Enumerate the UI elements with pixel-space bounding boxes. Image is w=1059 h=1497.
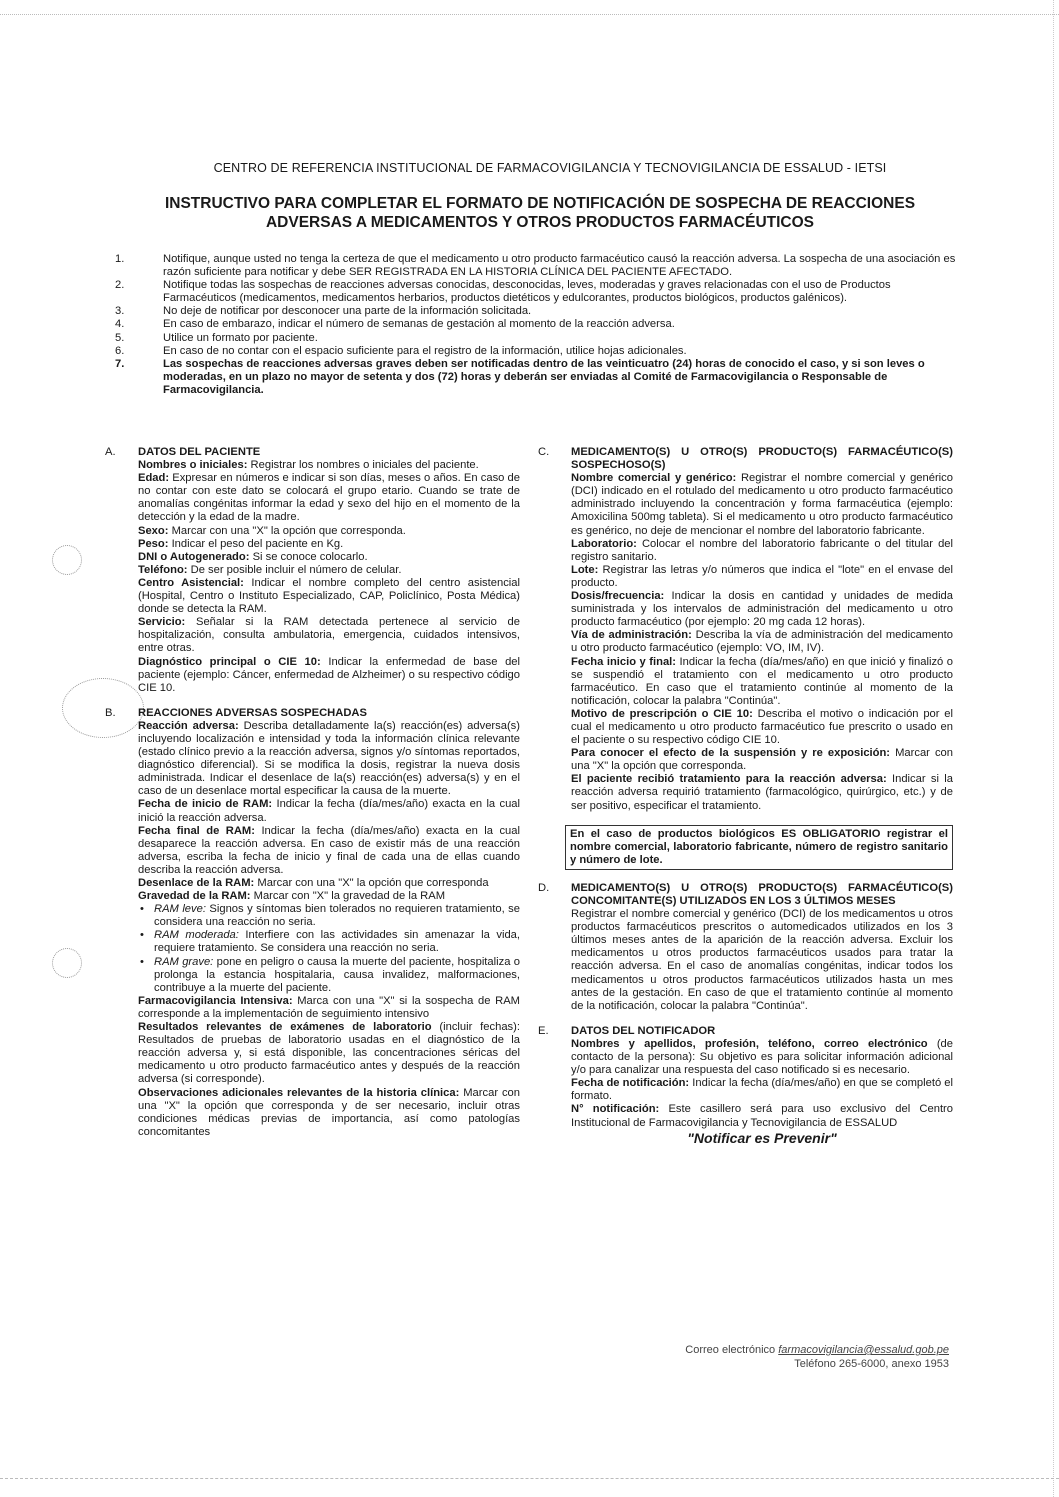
section-title: REACCIONES ADVERSAS SOSPECHADAS xyxy=(138,706,367,719)
field-label: Fecha de notificación: xyxy=(571,1077,690,1090)
field-description xyxy=(571,472,953,537)
instruction-item xyxy=(110,345,960,358)
field-text: Indicar si la reacción adversa requirió tratamiento (farmacológico, quirúrgico, etc.) y de ser positivo, especificar el tratamiento. xyxy=(571,773,953,812)
field-text: Marcar con una "X" la opción que corresponda. xyxy=(571,747,953,773)
field-label: N° notificación: xyxy=(571,1103,660,1116)
field-description xyxy=(138,459,520,472)
field-description xyxy=(138,1021,520,1086)
field-label: Vía de administración: xyxy=(571,629,692,642)
field-description xyxy=(571,708,953,747)
phone-line: Teléfono 265-6000, anexo 1953 xyxy=(794,1358,949,1370)
item-number: 1. xyxy=(115,253,125,265)
right-column xyxy=(533,446,953,1145)
field-text: De ser posible incluir el número de celular. xyxy=(187,563,402,576)
severity-label: RAM moderada: xyxy=(154,929,239,942)
section-title: DATOS DEL NOTIFICADOR xyxy=(571,1024,716,1037)
field-description xyxy=(138,472,520,524)
item-text: Las sospechas de reacciones adversas graves deben ser notificadas dentro de las veinticuatro (24) horas de conocido el caso, y si son leves o moderadas, en un plazo no mayor de setenta y dos (72) horas y deberán ser enviadas al Comité de Farmacovigilancia o Responsable de Farmacovigilancia. xyxy=(163,357,925,396)
section-title: DATOS DEL PACIENTE xyxy=(138,446,261,458)
field-label: Fecha inicio y final: xyxy=(571,655,677,668)
severity-item xyxy=(138,903,520,929)
item-number: 7. xyxy=(115,357,125,370)
field-text: (de contacto de la persona): Su objetivo es para solicitar información adicional y/o para canalizar una respuesta del caso notificado si es necesario. xyxy=(571,1037,953,1077)
stamp-mark xyxy=(52,545,82,575)
field-description xyxy=(138,656,520,695)
field-label: Fecha de inicio de RAM: xyxy=(138,798,273,811)
severity-text: Signos y síntomas bien tolerados no requieren tratamiento, se considera una reacción no seria. xyxy=(154,903,520,929)
field-text: Indicar la dosis en cantidad y unidades de medida suministrada y los intervalos de administración del medicamento u otro producto farmacéutico (por ejemplo: 20 mg cada 12 horas). xyxy=(571,590,953,629)
field-description xyxy=(571,564,953,590)
instruction-item xyxy=(110,358,960,397)
field-description xyxy=(138,538,520,551)
field-label: Centro Asistencial: xyxy=(138,576,244,589)
field-description xyxy=(138,616,520,655)
section-d xyxy=(533,882,953,1013)
field-description xyxy=(138,525,520,538)
field-label: Servicio: xyxy=(138,616,186,629)
field-label: Observaciones adicionales relevantes de la historia clínica: xyxy=(138,1086,460,1099)
field-description xyxy=(571,590,953,629)
section-letter: A. xyxy=(105,446,116,458)
field-description xyxy=(571,747,953,773)
item-text: Utilice un formato por paciente. xyxy=(163,331,318,344)
field-description xyxy=(138,995,520,1021)
field-text: Describa detalladamente la(s) reacción(es) adversa(s) incluyendo localización e intensidad y toda la información clínica relevante (estado clínico previo a la reacción adversa, signos y/o síntomas reportados, diagnóstico diferencial). Si se modifica la dosis, registrar la nueva dosis administrada. Indicar el desenlace de la(s) reacción(es) adversa(s) y en el caso de un desenlace mortal especificar la causa de la muerte. xyxy=(138,719,520,798)
severity-text: Interfiere con las actividades sin amenazar la vida, requiere tratamiento. Se considera una reacción no seria. xyxy=(154,929,520,955)
field-text: Si se conoce colocarlo. xyxy=(249,550,368,563)
severity-item xyxy=(138,956,520,995)
field-text: Marcar con "X" la gravedad de la RAM xyxy=(250,890,446,903)
field-description xyxy=(571,656,953,708)
field-description xyxy=(571,1103,953,1129)
field-label: Teléfono: xyxy=(138,563,188,576)
field-description xyxy=(138,720,520,799)
instruction-item xyxy=(110,253,960,279)
field-text: Registrar las letras y/o números que indica el "lote" en el envase del producto. xyxy=(571,563,953,589)
field-label: Lote: xyxy=(571,563,599,576)
field-label: Sexo: xyxy=(138,524,169,537)
field-label: DNI o Autogenerado: xyxy=(138,550,250,563)
field-text: Indicar la fecha (día/mes/año) en que se completó el formato. xyxy=(571,1077,953,1103)
field-description xyxy=(138,890,520,903)
item-number: 5. xyxy=(115,331,125,344)
field-text: Registrar los nombres o iniciales del paciente. xyxy=(247,459,479,472)
section-letter: C. xyxy=(538,446,550,458)
field-text: Señalar si la RAM detectada pertenece al servicio de hospitalización, consulta ambulatoria, emergencia, cuidados intensivos, entre otras. xyxy=(138,616,520,655)
field-label: Desenlace de la RAM: xyxy=(138,877,255,889)
item-number: 6. xyxy=(115,344,125,357)
field-text: Colocar el nombre del laboratorio fabricante o del titular del registro sanitario. xyxy=(571,537,953,563)
field-text: (incluir fechas): Resultados de pruebas de laboratorio usadas en el diagnóstico de la reacción adversa y, si está disponible, las concentraciones séricas del medicamento u otro producto farmacéutico antes y después de la reacción adversa (si corresponde). xyxy=(138,1021,520,1086)
item-number: 4. xyxy=(115,318,125,331)
field-label: Nombres y apellidos, profesión, teléfono, correo electrónico xyxy=(571,1037,928,1050)
field-label: Peso: xyxy=(138,537,169,550)
item-text: No deje de notificar por desconocer una parte de la información solicitada. xyxy=(163,305,532,318)
field-text: Marcar con una "X" la opción que corresponda. xyxy=(168,524,406,537)
field-label: Nombres o iniciales: xyxy=(138,459,248,472)
title-line-1: INSTRUCTIVO PARA COMPLETAR EL FORMATO DE NOTIFICACIÓN DE SOSPECHA DE REACCIONES xyxy=(164,195,916,212)
field-label: Resultados relevantes de exámenes de laboratorio xyxy=(138,1021,432,1034)
field-description xyxy=(138,577,520,616)
severity-text: pone en peligro o causa la muerte del paciente, hospitaliza o prolonga la estancia hospitalaria, causa invalidez, malformaciones, contribuye a la muerte del paciente. xyxy=(154,955,520,994)
email-line xyxy=(685,1343,949,1357)
field-label: Farmacovigilancia Intensiva: xyxy=(138,994,293,1007)
field-label: Nombre comercial y genérico: xyxy=(571,472,737,485)
field-text: Marca con una "X" si la sospecha de RAM corresponde a la implementación de seguimiento intensivo xyxy=(138,994,520,1020)
instruction-item xyxy=(110,279,960,305)
item-text: Notifique, aunque usted no tenga la certeza de que el medicamento u otro producto farmacéutico causó la reacción adversa. La sospecha de una asociación es razón suficiente para notificar y debe SER REGISTRADA EN LA HISTORIA CLÍNICA DEL PACIENTE AFECTADO. xyxy=(163,253,956,279)
field-text: Describa la vía de administración del medicamento u otro producto farmacéutico (ejemplo: VO, IM, IV). xyxy=(571,629,953,655)
field-text: Registrar el nombre comercial y genérico (DCI) indicado en el rotulado del medicamento u otro producto farmacéutico administrado incluyendo la concentración y forma farmacéutica (ejemplo: Amoxicilina 500mg tableta). Si el medicamento u otro producto farmacéutico es genérico, no deje de mencionar el nombre del laboratorio fabricante. xyxy=(571,472,953,537)
field-description xyxy=(571,629,953,655)
contact-footer xyxy=(685,1343,949,1371)
instruction-item xyxy=(110,305,960,318)
field-description xyxy=(138,825,520,877)
field-text: Indicar el nombre completo del centro asistencial (Hospital, Centro o Instituto Especializado, CAP, Policlínico, Posta Médica) donde se detecta la RAM. xyxy=(138,576,520,616)
field-description xyxy=(571,1038,953,1077)
field-text: Indicar la enfermedad de base del paciente (ejemplo: Cáncer, enfermedad de Alzheimer) o su respectivo código CIE 10. xyxy=(138,655,521,694)
field-label: Edad: xyxy=(138,472,170,485)
field-text: Indicar el peso del paciente en Kg. xyxy=(168,537,344,550)
instruction-item xyxy=(110,332,960,345)
field-description xyxy=(138,877,520,890)
field-label: Diagnóstico principal o CIE 10: xyxy=(138,655,321,668)
item-text: Notifique todas las sospechas de reacciones adversas conocidas, desconocidas, leves, moderadas y graves relacionadas con el uso de Productos Farmacéuticos (medicamentos, medicamentos herbarios, productos dietéticos y edulcorantes, productos biológicos, productos galénicos). xyxy=(163,279,891,305)
slogan: "Notificar es Prevenir" xyxy=(687,1129,837,1146)
section-a xyxy=(100,446,520,695)
left-column xyxy=(100,446,520,1139)
section-letter: B. xyxy=(105,706,116,719)
field-description xyxy=(571,773,953,812)
section-text: Registrar el nombre comercial y genérico (DCI) de los medicamentos u otros productos farmacéuticos prescritos o automedicados utilizados en los 3 últimos meses antes de la aparición de la reacción adversa. Excluir los medicamentos u otros productos farmacéuticos usados para tratar la reacción adversa. En el caso de anomalías congénitas, indicar todos los medicamentos u otros productos farmacéuticos utilizados hasta un mes antes de la gestación. En caso de que el tratamiento continúe al momento de la notificación, colocar la palabra "Continúa". xyxy=(571,908,953,1012)
field-label: El paciente recibió tratamiento para la reacción adversa: xyxy=(571,773,887,786)
field-text: Indicar la fecha (día/mes/año) en que inició y finalizó o se suspendió el tratamiento con el medicamento u otro producto farmacéutico. En caso que el tratamiento continúe al momento de la notificación, colocar la palabra "Continúa". xyxy=(571,655,953,707)
field-text: Indicar la fecha (día/mes/año) exacta en la cual inició la reacción adversa. xyxy=(138,798,520,824)
email-link[interactable]: farmacovigilancia@essalud.gob.pe xyxy=(778,1344,949,1356)
field-description xyxy=(138,551,520,564)
field-description xyxy=(138,1087,520,1139)
field-text: Describa el motivo o indicación por el cual el medicamento u otro producto farmacéutico fue prescrito o usado en el paciente o su respectivo código CIE 10. xyxy=(571,707,953,747)
field-description xyxy=(138,798,520,824)
field-label: Reacción adversa: xyxy=(138,719,239,732)
severity-list xyxy=(138,903,520,995)
stamp-mark xyxy=(52,948,82,978)
title-line-2: ADVERSAS A MEDICAMENTOS Y OTROS PRODUCTOS FARMACÉUTICOS xyxy=(265,214,814,231)
field-label: Motivo de prescripción o CIE 10: xyxy=(571,707,753,720)
field-label: Gravedad de la RAM: xyxy=(138,890,251,903)
item-number: 3. xyxy=(115,305,125,318)
section-title: MEDICAMENTO(S) U OTRO(S) PRODUCTO(S) FARMACÉUTICO(S) SOSPECHOSO(S) xyxy=(571,446,953,472)
biologics-notice-box: En el caso de productos biológicos ES OBLIGATORIO registrar el nombre comercial, laboratorio fabricante, número de registro sanitario y número de lote. xyxy=(565,825,953,870)
field-text: Expresar en números e indicar si son días, meses o años. En caso de no contar con este dato se colocará el grupo etario. Cuando se trate de anomalías congénitas informar la edad y sexo del hijo en el momento de la detección y la edad de la madre. xyxy=(138,472,520,524)
field-text: Marcar con una "X" la opción que corresponda xyxy=(254,877,489,889)
section-title: MEDICAMENTO(S) U OTRO(S) PRODUCTO(S) FARMACÉUTICO(S) CONCOMITANTE(S) UTILIZADOS EN LOS 3 ÚLTIMOS MESES xyxy=(571,881,953,907)
item-text: En caso de no contar con el espacio suficiente para el registro de la información, utilice hojas adicionales. xyxy=(163,344,687,357)
email-label: Correo electrónico xyxy=(685,1344,776,1356)
section-e xyxy=(533,1025,953,1145)
field-description xyxy=(571,538,953,564)
severity-item xyxy=(138,929,520,955)
field-description xyxy=(571,1077,953,1103)
item-number: 2. xyxy=(115,279,125,292)
section-letter: D. xyxy=(538,881,550,894)
general-instructions xyxy=(110,253,960,397)
section-c xyxy=(533,446,953,870)
field-label: Dosis/frecuencia: xyxy=(571,590,665,603)
scan-border-right xyxy=(1053,0,1055,1497)
severity-label: RAM leve: xyxy=(154,903,206,916)
section-letter: E. xyxy=(538,1024,549,1037)
section-b xyxy=(100,707,520,1139)
field-description xyxy=(138,564,520,577)
scan-border-top xyxy=(0,0,1059,15)
item-text: En caso de embarazo, indicar el número de semanas de gestación al momento de la reacción adversa. xyxy=(163,318,675,331)
instruction-item xyxy=(110,318,960,331)
institution-header: CENTRO DE REFERENCIA INSTITUCIONAL DE FARMACOVIGILANCIA Y TECNOVIGILANCIA DE ESSALUD - IETSI xyxy=(213,161,887,175)
field-label: Fecha final de RAM: xyxy=(138,824,255,837)
scan-border-bottom xyxy=(0,1478,1059,1480)
severity-label: RAM grave: xyxy=(154,955,214,968)
field-text: Este casillero será para uso exclusivo del Centro Institucional de Farmacovigilancia y Tecnovigilancia de ESSALUD xyxy=(571,1103,954,1129)
field-text: Marcar con una "X" la opción que corresponda y de ser necesario, incluir otras condiciones médicas previas de importancia, así como patologías concomitantes xyxy=(138,1086,520,1138)
field-label: Laboratorio: xyxy=(571,537,637,550)
field-text: Indicar la fecha (día/mes/año) exacta en la cual desaparece la reacción adversa. En caso de existir más de una reacción adversa, escriba la fecha de inicio y final de cada una de ellas cuando describa la reacción adversa. xyxy=(138,824,520,876)
document-title xyxy=(110,194,970,232)
field-label: Para conocer el efecto de la suspensión y re exposición: xyxy=(571,747,891,760)
